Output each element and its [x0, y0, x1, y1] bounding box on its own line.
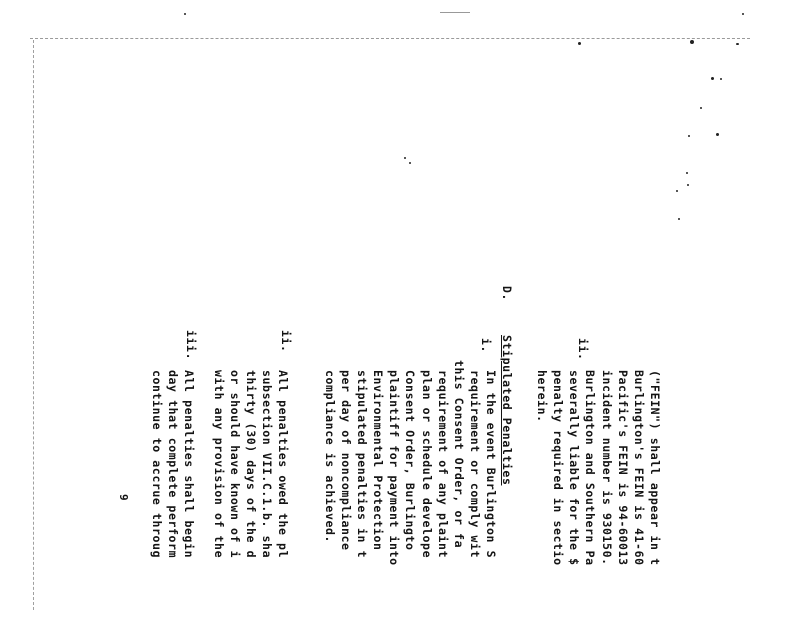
marker-i: i.	[479, 338, 493, 354]
doc-line: with any provision of the	[212, 370, 226, 559]
scan-speck	[711, 77, 714, 80]
doc-line: Pacific's FEIN is 94-60013	[616, 370, 630, 566]
doc-line: In the event Burlington S	[484, 370, 498, 559]
scan-speck	[404, 157, 406, 159]
doc-line: thirty (30) days of the d	[244, 370, 258, 559]
doc-line: Environmental Protection	[371, 370, 385, 551]
doc-line: All penalties owed the pl	[276, 370, 290, 559]
doc-line: All penalties shall begin	[182, 370, 196, 559]
section-heading: Stipulated Penalties	[500, 335, 514, 486]
scan-speck	[409, 162, 411, 164]
scan-speck	[690, 40, 694, 44]
scan-speck	[742, 13, 744, 15]
scan-speck	[736, 43, 739, 45]
doc-line: or should have known of i	[228, 370, 242, 559]
marker-d: D.	[500, 286, 514, 302]
marker-ii-lower: ii.	[279, 330, 293, 353]
doc-line: ("FEIN") shall appear in t	[648, 370, 662, 566]
doc-line: continue to accrue throug	[150, 370, 164, 559]
scan-speck	[578, 42, 581, 45]
doc-line: severally liable for the $	[567, 370, 581, 566]
doc-line: Burlington and Southern Pa	[583, 370, 597, 566]
scan-speck	[184, 13, 186, 15]
doc-line: requirement or comply wit	[468, 370, 482, 559]
scan-speck	[440, 12, 470, 13]
doc-line: plaintiff for payment into	[387, 370, 401, 566]
scan-speck	[686, 172, 688, 174]
scan-speck	[700, 107, 702, 109]
doc-line: per day of noncompliance	[339, 370, 353, 551]
doc-line: compliance is achieved.	[323, 370, 337, 544]
doc-line: Burlington's FEIN is 41-60	[632, 370, 646, 566]
scan-speck	[720, 78, 722, 80]
doc-line: Consent Order, Burlingto	[403, 370, 417, 551]
marker-ii-upper: ii.	[576, 338, 590, 361]
doc-line: plan or schedule develope	[420, 370, 434, 559]
doc-line: stipulated penalties in t	[355, 370, 369, 559]
doc-line: day that complete perform	[166, 370, 180, 559]
scan-edge-left	[33, 40, 34, 610]
scan-speck	[678, 218, 680, 220]
doc-line: subsection VII.C.1.b. sha	[260, 370, 274, 559]
scan-edge-top	[30, 38, 750, 39]
doc-line: this Consent Order, or fa	[452, 360, 466, 549]
doc-line: herein.	[535, 370, 549, 423]
doc-line: incident number is 930150.	[600, 370, 614, 566]
page-number: 9	[117, 494, 130, 501]
scan-speck	[688, 135, 690, 137]
scan-speck	[716, 133, 719, 136]
scan-speck	[676, 190, 678, 192]
doc-line: penalty required in sectio	[551, 370, 565, 566]
doc-line: requirement of any plaint	[436, 370, 450, 559]
scan-speck	[687, 184, 689, 186]
marker-iii: iii.	[184, 330, 198, 361]
